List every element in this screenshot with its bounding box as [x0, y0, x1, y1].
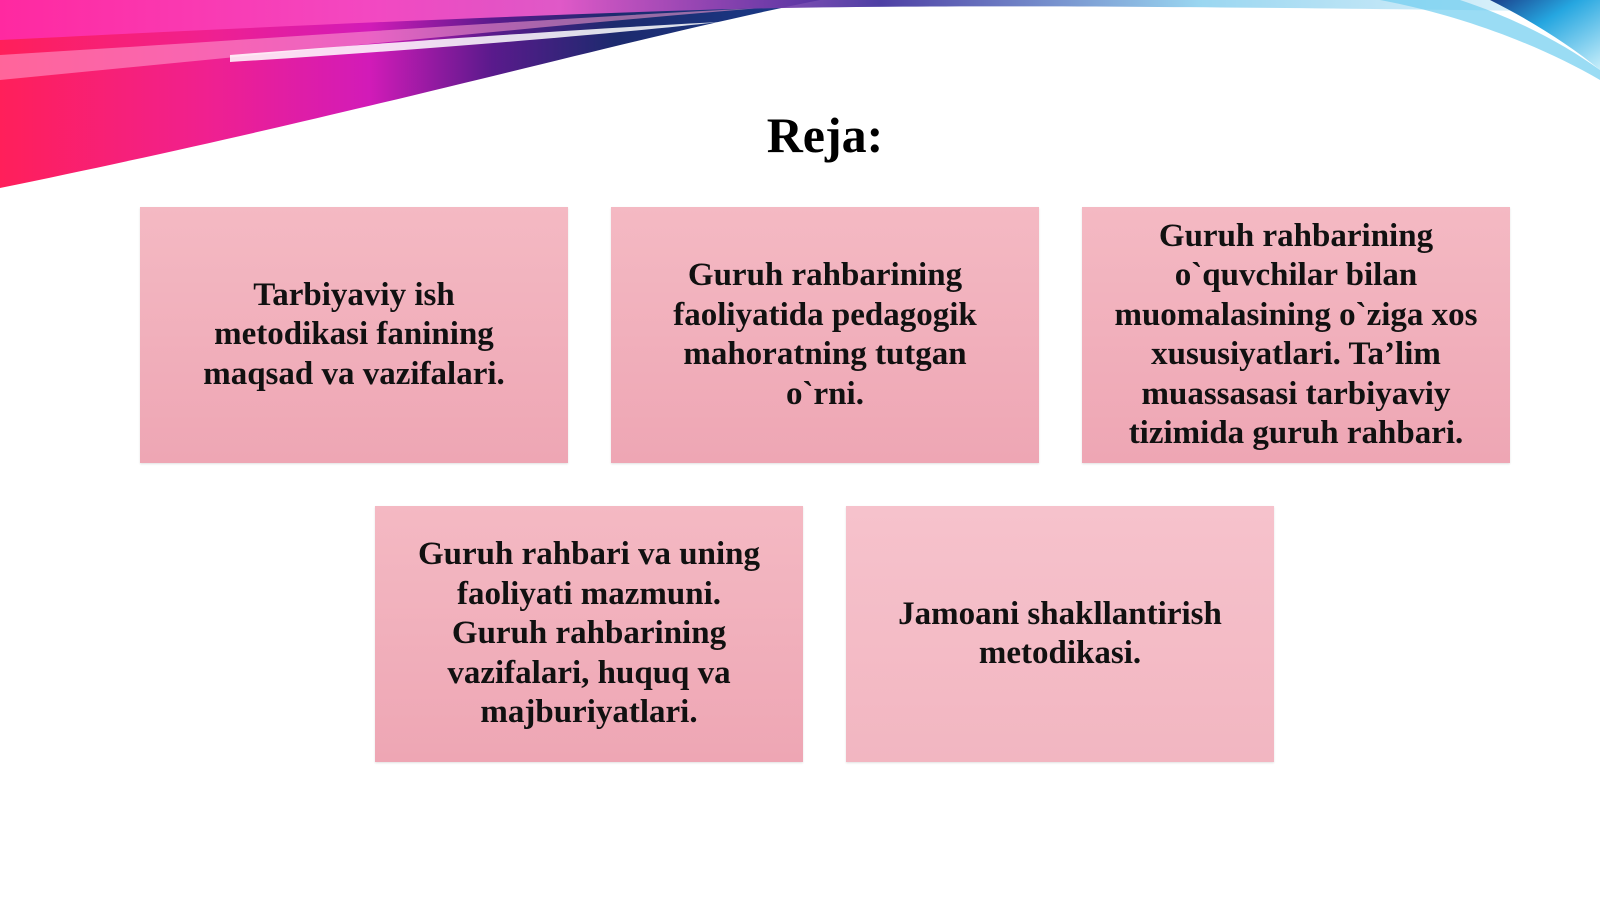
plan-item-1-text: Tarbiyaviy ish metodikasi fanining maqsad va vazifalari.: [203, 276, 505, 392]
plan-item-5: [846, 506, 1274, 762]
plan-item-3-text: Guruh rahbarining o`quvchilar bilan muomalasining o`ziga xos xususiyatlari. Ta’lim muassasasi tarbiyaviy tizimida guruh rahbari.: [1114, 217, 1478, 451]
plan-item-1: [140, 207, 568, 463]
slide-title: Reja:: [766, 107, 884, 163]
plan-item-2-text: Guruh rahbarining faoliyatida pedagogik mahoratning tutgan o`rni.: [673, 257, 977, 412]
plan-item-4-text: Guruh rahbari va uning faoliyati mazmuni. Guruh rahbarining vazifalari, huquq va majburiyatlari.: [417, 536, 761, 731]
plan-item-3: [1082, 207, 1510, 463]
plan-item-4: [375, 506, 803, 762]
plan-item-5-text: Jamoani shakllantirish metodikasi.: [898, 595, 1222, 671]
plan-item-2: [611, 207, 1039, 463]
